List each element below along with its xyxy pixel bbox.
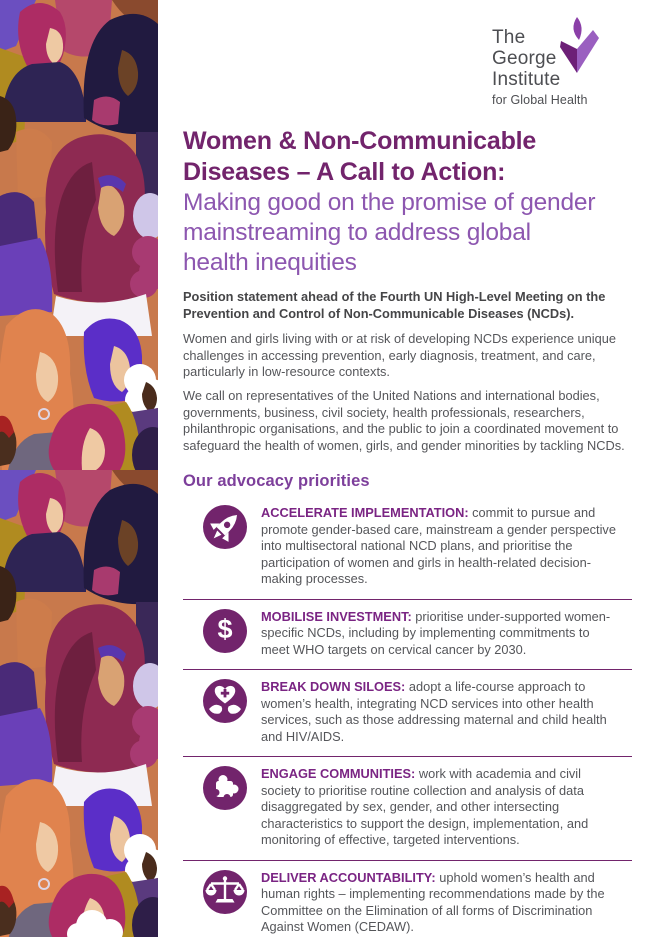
intro-paragraph-1: Women and girls living with or at risk of developing NCDs experience unique challenges in accessing prevention, early diagnosis, treatment, and care, particularly in low-resource contexts. [183,331,616,379]
puzzle-icon [203,766,247,810]
priority-text [261,870,617,936]
priority-heading: ENGAGE COMMUNITIES: [261,766,416,781]
priority-deliver-accountability [183,861,632,947]
dollar-glyph: $ [217,614,233,644]
george-institute-mark-icon [556,16,602,74]
advocacy-priorities-heading: Our advocacy priorities [183,472,370,490]
priority-body: adopt a life-course approach to women’s health, integrating NCD services into other health services, such as those addressing maternal and child health and HIV/AIDS. [261,679,607,744]
logo-line-3: Institute [492,69,561,90]
hands-heart-icon [203,679,247,723]
page-title [183,126,603,278]
priority-text [261,505,617,588]
position-statement: Position statement ahead of the Fourth UN High-Level Meeting on the Prevention and Control of Non-Communicable Diseases (NCDs). [183,289,606,321]
priority-text [261,679,617,745]
priority-heading: BREAK DOWN SILOES: [261,679,406,694]
priority-body: uphold women’s health and human rights – implementing recommendations made by the Committee on the Elimination of all forms of Discrimination Against Women (CEDAW). [261,869,605,934]
priority-text [261,766,617,849]
priority-heading: MOBILISE INVESTMENT: [261,608,412,624]
title-subtitle: Making good on the promise of gender mainstreaming to address global health inequities [183,189,596,276]
priority-engage-communities [183,757,632,861]
dollar-icon [203,609,247,653]
george-institute-logo [492,16,642,107]
priority-body: commit to pursue and promote gender-based care, mainstream a gender perspective into multisectoral national NCD plans, and prioritise the participation of women and girls in health-related decision-making processes. [261,505,616,586]
women-crowd-illustration [0,0,158,937]
logo-line-2: George [492,48,557,69]
priority-heading: DELIVER ACCOUNTABILITY: [261,869,436,885]
priority-accelerate-implementation [183,505,632,600]
title-bold: Women & Non-Communicable Diseases – A Call to Action: [183,127,537,186]
rocket-icon [203,505,247,549]
scales-icon [203,870,247,914]
priority-heading: ACCELERATE IMPLEMENTATION: [261,505,469,520]
priority-text [261,609,617,659]
priority-mobilise-investment [183,600,632,671]
advocacy-priorities-list [183,505,632,947]
logo-tagline: for Global Health [492,93,588,107]
intro-paragraph-2: We call on representatives of the United Nations and international bodies, governments, business, civil society, health professionals, researchers, philanthropic organisations, and the public to join a coordinated movement to safeguard the health of women, girls, and gender minorities by tackling NCDs. [183,388,625,453]
priority-body: prioritise under-supported women-specific NCDs, including by implementing commitments to meet WHO targets on cervical cancer by 2030. [261,608,611,657]
logo-line-1: The [492,27,526,48]
priority-body: work with academia and civil society to prioritise routine collection and analysis of data disaggregated by sex, gender, and other intersecting characteristics to support the design, implementation, and monitoring of effective, targeted interventions. [261,766,589,847]
priority-break-down-siloes [183,670,632,757]
